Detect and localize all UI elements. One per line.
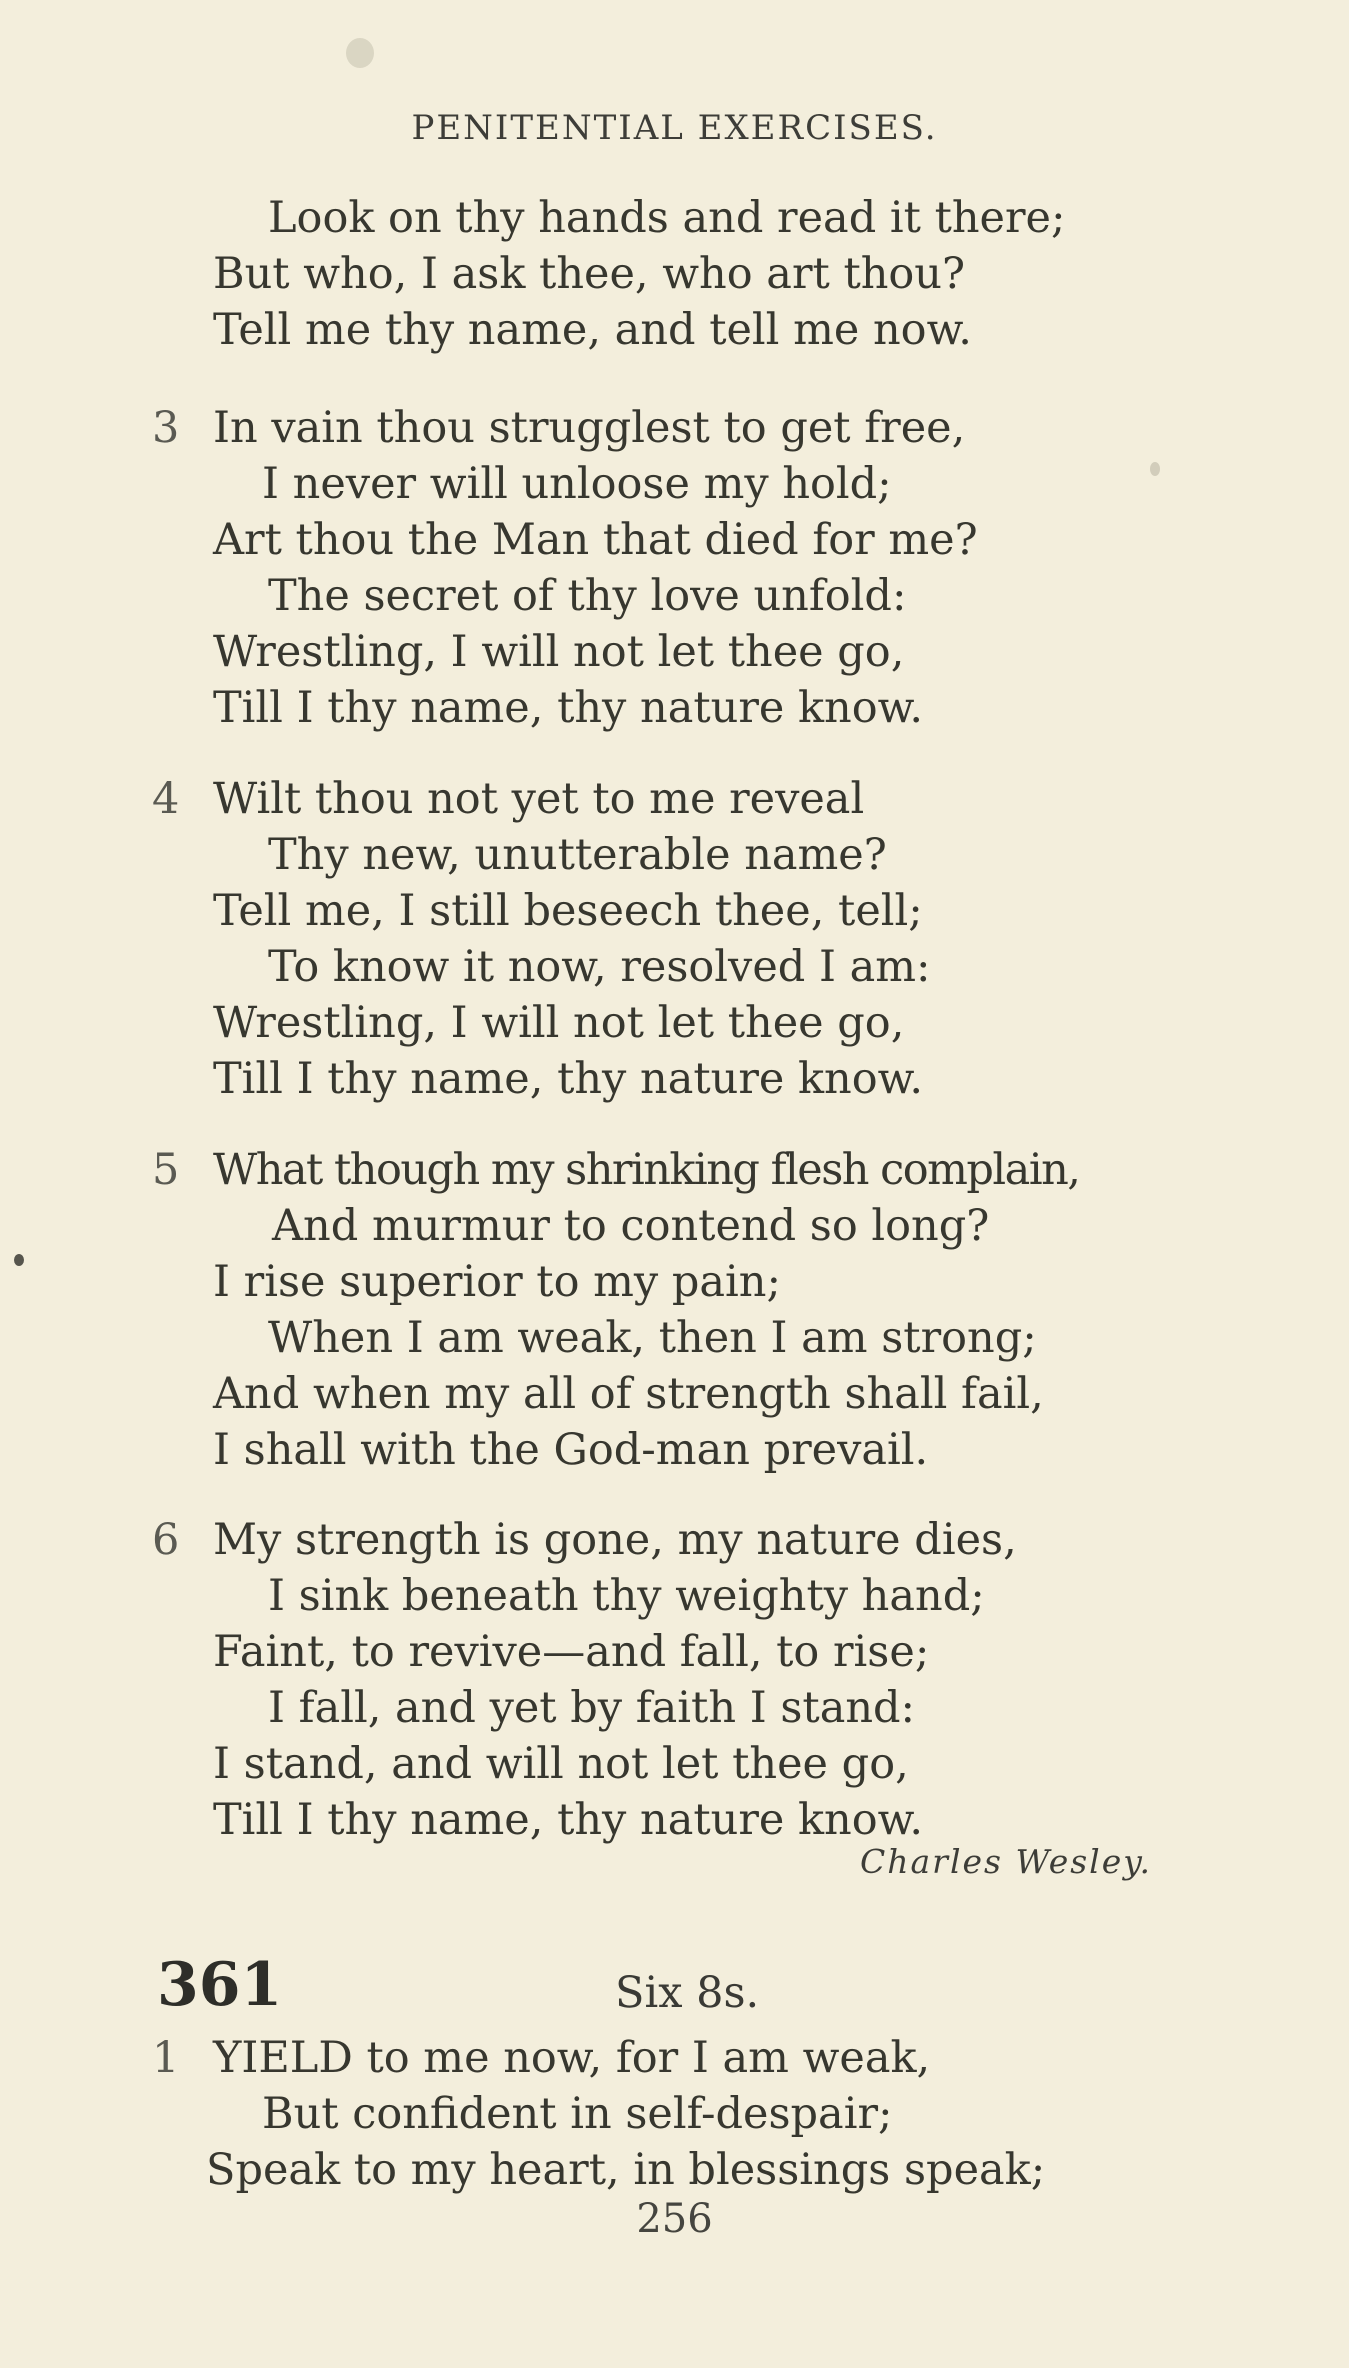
verse-line: Tell me, I still beseech thee, tell;: [213, 886, 923, 936]
ink-smudge: [14, 1254, 24, 1266]
hymn-meter: Six 8s.: [615, 1968, 760, 2018]
verse-line: [213, 2030, 930, 2086]
ink-smudge: [1150, 462, 1160, 476]
verse-line: When I am weak, then I am strong;: [268, 1313, 1037, 1363]
stanza-number: 3: [152, 403, 180, 453]
verse-line: And when my all of strength shall fail,: [213, 1369, 1044, 1419]
verse-line: Look on thy hands and read it there;: [268, 193, 1066, 243]
page-number: 256: [636, 2196, 713, 2242]
verse-line: I fall, and yet by faith I stand:: [268, 1683, 916, 1733]
verse-line: I sink beneath thy weighty hand;: [268, 1571, 985, 1621]
verse-line: In vain thou strugglest to get free,: [213, 403, 966, 453]
drop-cap-letter: Y: [213, 2033, 242, 2083]
author-attribution: Charles Wesley.: [860, 1842, 1152, 1881]
verse-line: Faint, to revive—and fall, to rise;: [213, 1627, 930, 1677]
verse-line: I never will unloose my hold;: [262, 459, 892, 509]
verse-line: Tell me thy name, and tell me now.: [213, 305, 972, 355]
ink-smudge: [346, 38, 374, 68]
verse-line: Till I thy name, thy nature know.: [213, 1054, 924, 1104]
verse-line: I rise superior to my pain;: [213, 1257, 781, 1307]
verse-line: I stand, and will not let thee go,: [213, 1739, 909, 1789]
verse-line: Speak to my heart, in blessings speak;: [206, 2145, 1046, 2195]
verse-line: What though my shrinking flesh complain,: [213, 1145, 1080, 1195]
stanza-number: 6: [152, 1515, 180, 1565]
verse-line: The secret of thy love unfold:: [268, 571, 907, 621]
verse-line: Till I thy name, thy nature know.: [213, 1795, 924, 1845]
verse-line: Wrestling, I will not let thee go,: [213, 627, 905, 677]
verse-line: Wilt thou not yet to me reveal: [213, 774, 865, 824]
verse-line: And murmur to contend so long?: [272, 1201, 990, 1251]
verse-line: To know it now, resolved I am:: [268, 942, 931, 992]
stanza-number: 1: [152, 2033, 180, 2083]
verse-line-text: to me now, for I am weak,: [366, 2033, 931, 2083]
small-caps-word: IELD: [241, 2033, 353, 2083]
verse-line: Till I thy name, thy nature know.: [213, 683, 924, 733]
verse-line: Art thou the Man that died for me?: [213, 515, 978, 565]
verse-line: But who, I ask thee, who art thou?: [213, 249, 966, 299]
verse-line: Thy new, unutterable name?: [268, 830, 887, 880]
running-header: PENITENTIAL EXERCISES.: [411, 108, 938, 148]
stanza-number: 5: [152, 1145, 180, 1195]
verse-line: My strength is gone, my nature dies,: [213, 1515, 1017, 1565]
verse-line: But confident in self-despair;: [262, 2089, 893, 2139]
verse-line: Wrestling, I will not let thee go,: [213, 998, 905, 1048]
hymn-number: 361: [157, 1950, 283, 2020]
verse-line: I shall with the God-man prevail.: [213, 1425, 929, 1475]
stanza-number: 4: [152, 774, 180, 824]
